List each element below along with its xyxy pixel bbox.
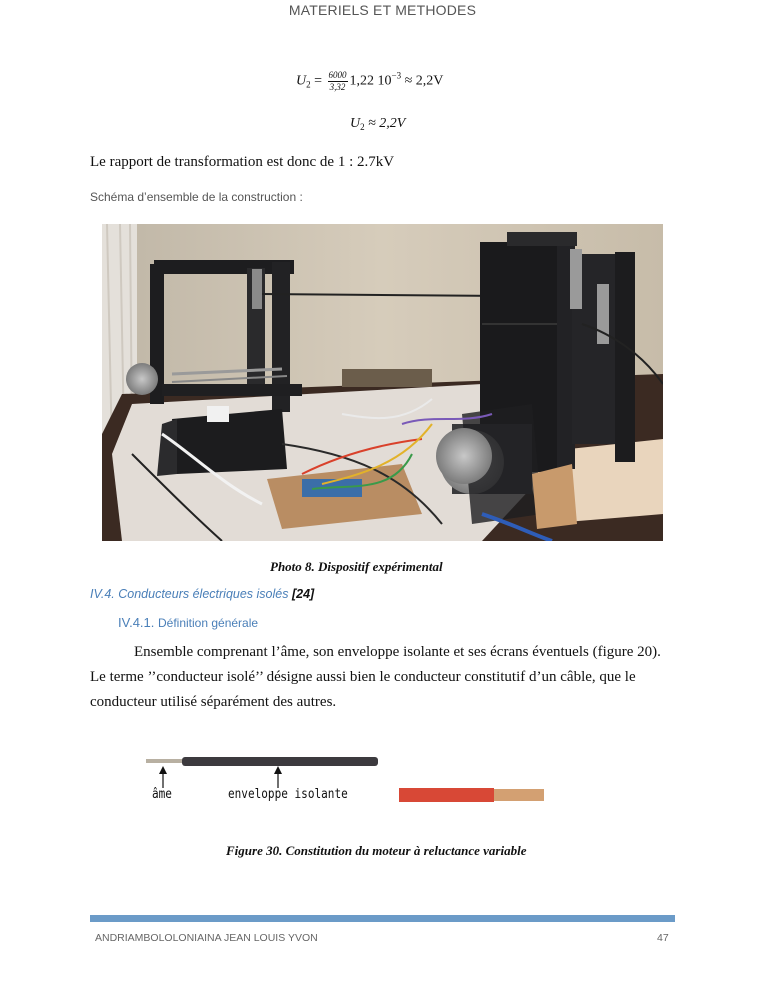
transformation-ratio-text: Le rapport de transformation est donc de 1 : 2.7kV bbox=[90, 154, 395, 170]
page-header: MATERIELS ET METHODES bbox=[288, 2, 477, 18]
red-wire-core bbox=[494, 789, 544, 801]
figure-caption: Figure 30. Constitution du moteur à reluctance variable bbox=[226, 843, 527, 858]
photo-caption: Photo 8. Dispositif expérimental bbox=[270, 559, 443, 574]
wire-insulation bbox=[182, 757, 378, 766]
wire-label-insulation: enveloppe isolante bbox=[228, 787, 348, 802]
subsection-heading: IV.4.1. Définition générale bbox=[118, 615, 259, 630]
experimental-setup-photo bbox=[102, 224, 663, 541]
wire-label-core: âme bbox=[152, 787, 172, 802]
footer-divider bbox=[90, 915, 675, 922]
section-heading: IV.4. Conducteurs électriques isolés [24] bbox=[90, 587, 315, 601]
insulated-wire-figure bbox=[140, 744, 560, 814]
definition-paragraph: Ensemble comprenant l’âme, son enveloppe isolante et ses écrans éventuels (figure 20). Le terme ’’conducteur isolé’’ désigne aussi bien le conducteur constitutif d’un câble, que le conducteur utilisé séparément des autres. bbox=[90, 644, 661, 710]
equation-u2-result: $U_2 \approx 2,2V$ bbox=[350, 116, 406, 132]
schema-label: Schéma d’ensemble de la construction : bbox=[90, 190, 303, 204]
footer-author: ANDRIAMBOLOLONIAINA JEAN LOUIS YVON bbox=[95, 932, 318, 944]
equation-u2-calculation: $U_2$ = $\frac{6000}{3,32}$ 1,22 $10^{-3} \approx 2,2V$ bbox=[296, 70, 444, 92]
red-wire-insulation bbox=[399, 788, 494, 802]
page-number: 47 bbox=[657, 932, 669, 944]
